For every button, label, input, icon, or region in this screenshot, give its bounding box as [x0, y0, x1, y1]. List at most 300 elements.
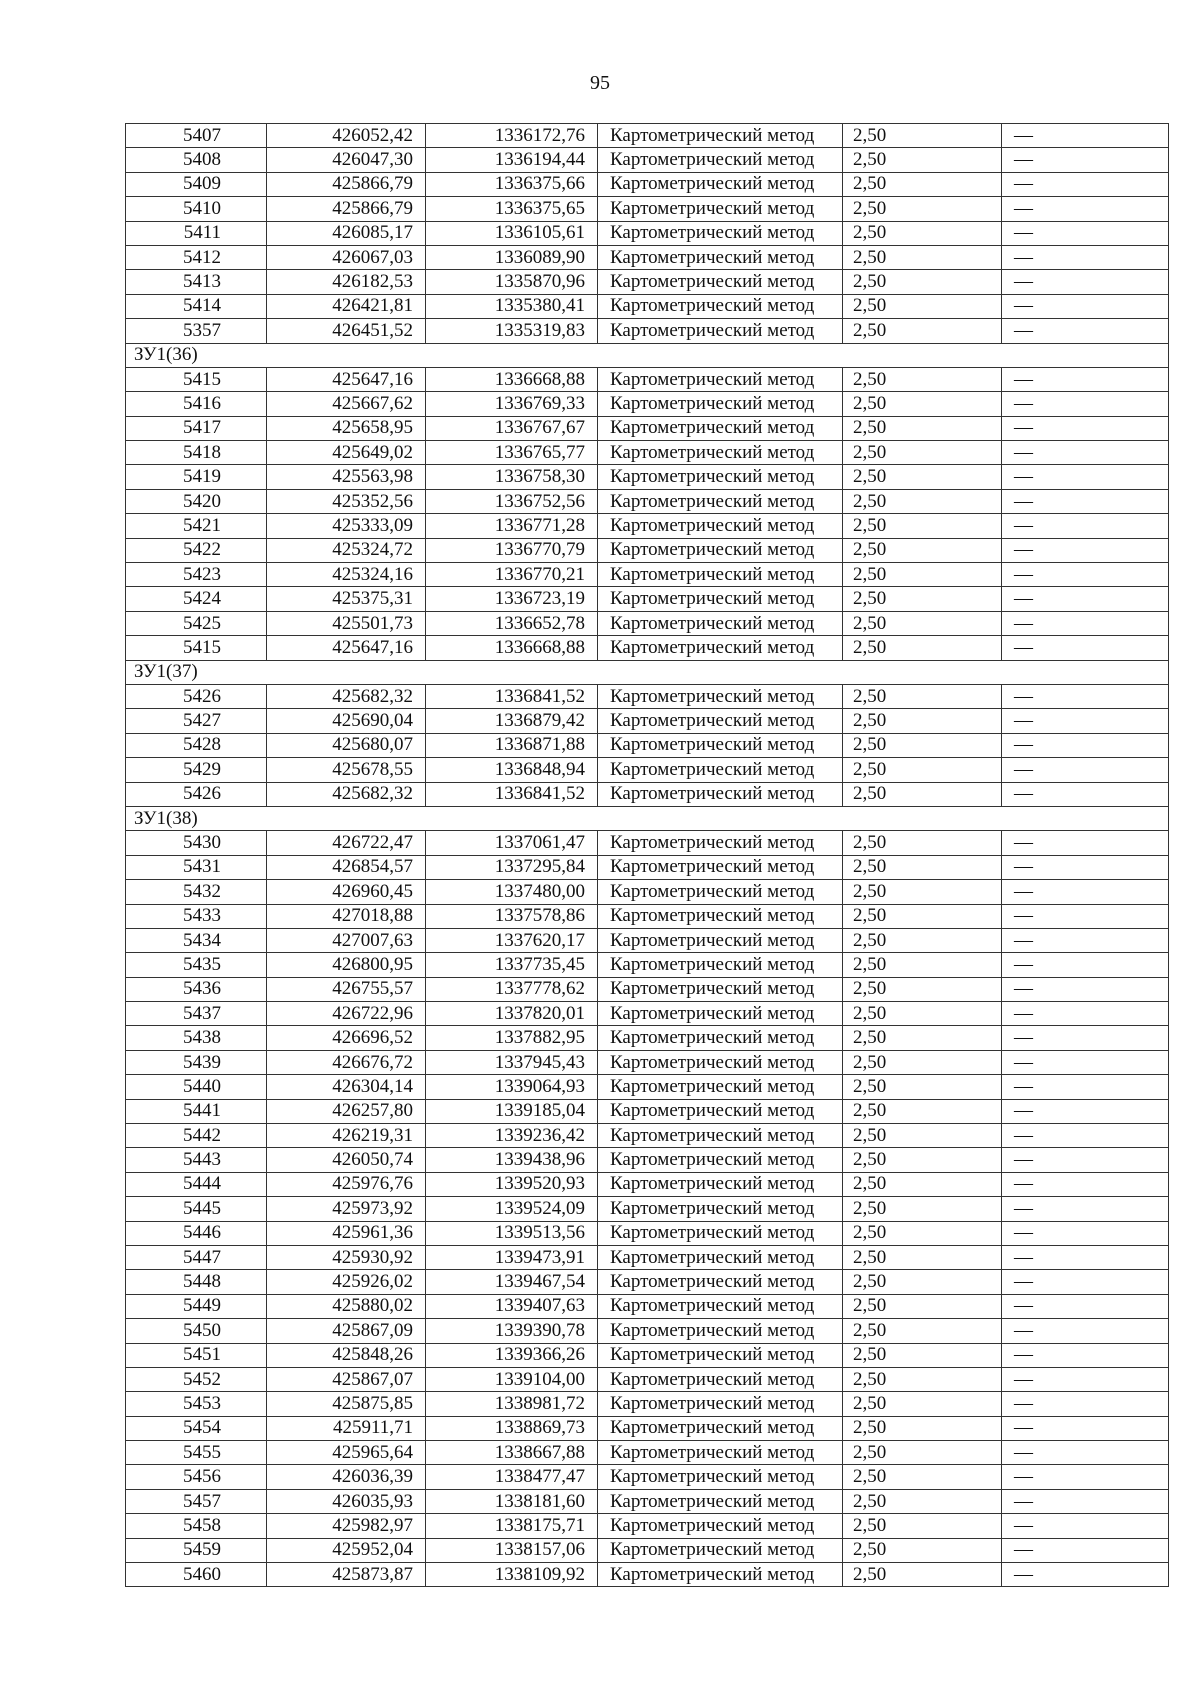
method-cell: Картометрический метод: [598, 172, 843, 196]
method-cell: Картометрический метод: [598, 1270, 843, 1294]
method-cell: Картометрический метод: [598, 1343, 843, 1367]
y-coordinate-cell: 1337620,17: [426, 928, 598, 952]
point-number-cell: 5457: [126, 1489, 267, 1513]
x-coordinate-cell: 425867,09: [267, 1319, 426, 1343]
accuracy-cell: 2,50: [843, 1270, 1002, 1294]
method-cell: Картометрический метод: [598, 904, 843, 928]
table-row: [126, 928, 1169, 952]
y-coordinate-cell: 1337295,84: [426, 855, 598, 879]
y-coordinate-cell: 1336769,33: [426, 392, 598, 416]
point-number-cell: 5455: [126, 1441, 267, 1465]
section-label: ЗУ1(36): [126, 343, 1169, 367]
section-label: ЗУ1(37): [126, 660, 1169, 684]
dash-cell: —: [1002, 587, 1169, 611]
point-number-cell: 5452: [126, 1367, 267, 1391]
point-number-cell: 5444: [126, 1172, 267, 1196]
y-coordinate-cell: 1338667,88: [426, 1441, 598, 1465]
accuracy-cell: 2,50: [843, 1124, 1002, 1148]
y-coordinate-cell: 1336668,88: [426, 636, 598, 660]
accuracy-cell: 2,50: [843, 514, 1002, 538]
y-coordinate-cell: 1336668,88: [426, 367, 598, 391]
table-row: [126, 855, 1169, 879]
point-number-cell: 5441: [126, 1099, 267, 1123]
y-coordinate-cell: 1338157,06: [426, 1538, 598, 1562]
y-coordinate-cell: 1339064,93: [426, 1075, 598, 1099]
coordinates-table-body: [126, 124, 1169, 1587]
point-number-cell: 5415: [126, 367, 267, 391]
point-number-cell: 5438: [126, 1026, 267, 1050]
dash-cell: —: [1002, 611, 1169, 635]
dash-cell: —: [1002, 904, 1169, 928]
accuracy-cell: 2,50: [843, 1392, 1002, 1416]
y-coordinate-cell: 1336172,76: [426, 124, 598, 148]
point-number-cell: 5450: [126, 1319, 267, 1343]
point-number-cell: 5420: [126, 489, 267, 513]
table-row: [126, 1148, 1169, 1172]
point-number-cell: 5410: [126, 197, 267, 221]
point-number-cell: 5422: [126, 538, 267, 562]
y-coordinate-cell: 1336771,28: [426, 514, 598, 538]
accuracy-cell: 2,50: [843, 148, 1002, 172]
method-cell: Картометрический метод: [598, 1148, 843, 1172]
dash-cell: —: [1002, 1197, 1169, 1221]
table-row: [126, 1221, 1169, 1245]
table-row: [126, 1367, 1169, 1391]
point-number-cell: 5425: [126, 611, 267, 635]
dash-cell: —: [1002, 441, 1169, 465]
method-cell: Картометрический метод: [598, 1319, 843, 1343]
section-row: [126, 806, 1169, 830]
dash-cell: —: [1002, 270, 1169, 294]
y-coordinate-cell: 1335380,41: [426, 294, 598, 318]
point-number-cell: 5412: [126, 245, 267, 269]
accuracy-cell: 2,50: [843, 1221, 1002, 1245]
table-row: [126, 441, 1169, 465]
accuracy-cell: 2,50: [843, 831, 1002, 855]
x-coordinate-cell: 425880,02: [267, 1294, 426, 1318]
x-coordinate-cell: 425982,97: [267, 1514, 426, 1538]
table-row: [126, 758, 1169, 782]
dash-cell: —: [1002, 1514, 1169, 1538]
table-row: [126, 733, 1169, 757]
accuracy-cell: 2,50: [843, 880, 1002, 904]
dash-cell: —: [1002, 733, 1169, 757]
x-coordinate-cell: 425658,95: [267, 416, 426, 440]
accuracy-cell: 2,50: [843, 1367, 1002, 1391]
dash-cell: —: [1002, 367, 1169, 391]
dash-cell: —: [1002, 831, 1169, 855]
point-number-cell: 5446: [126, 1221, 267, 1245]
x-coordinate-cell: 425680,07: [267, 733, 426, 757]
y-coordinate-cell: 1336767,67: [426, 416, 598, 440]
dash-cell: —: [1002, 1245, 1169, 1269]
x-coordinate-cell: 426047,30: [267, 148, 426, 172]
y-coordinate-cell: 1336752,56: [426, 489, 598, 513]
table-row: [126, 319, 1169, 343]
accuracy-cell: 2,50: [843, 367, 1002, 391]
method-cell: Картометрический метод: [598, 1221, 843, 1245]
accuracy-cell: 2,50: [843, 465, 1002, 489]
y-coordinate-cell: 1338181,60: [426, 1489, 598, 1513]
point-number-cell: 5458: [126, 1514, 267, 1538]
accuracy-cell: 2,50: [843, 1026, 1002, 1050]
x-coordinate-cell: 426722,47: [267, 831, 426, 855]
accuracy-cell: 2,50: [843, 172, 1002, 196]
x-coordinate-cell: 425867,07: [267, 1367, 426, 1391]
point-number-cell: 5449: [126, 1294, 267, 1318]
x-coordinate-cell: 426696,52: [267, 1026, 426, 1050]
table-row: [126, 514, 1169, 538]
x-coordinate-cell: 425682,32: [267, 684, 426, 708]
method-cell: Картометрический метод: [598, 1075, 843, 1099]
dash-cell: —: [1002, 855, 1169, 879]
dash-cell: —: [1002, 1489, 1169, 1513]
point-number-cell: 5413: [126, 270, 267, 294]
point-number-cell: 5415: [126, 636, 267, 660]
method-cell: Картометрический метод: [598, 1172, 843, 1196]
method-cell: Картометрический метод: [598, 441, 843, 465]
accuracy-cell: 2,50: [843, 1075, 1002, 1099]
x-coordinate-cell: 426036,39: [267, 1465, 426, 1489]
point-number-cell: 5427: [126, 709, 267, 733]
method-cell: Картометрический метод: [598, 1416, 843, 1440]
x-coordinate-cell: 426067,03: [267, 245, 426, 269]
x-coordinate-cell: 425911,71: [267, 1416, 426, 1440]
accuracy-cell: 2,50: [843, 1489, 1002, 1513]
y-coordinate-cell: 1336841,52: [426, 782, 598, 806]
x-coordinate-cell: 426219,31: [267, 1124, 426, 1148]
x-coordinate-cell: 425690,04: [267, 709, 426, 733]
point-number-cell: 5430: [126, 831, 267, 855]
y-coordinate-cell: 1336841,52: [426, 684, 598, 708]
method-cell: Картометрический метод: [598, 880, 843, 904]
method-cell: Картометрический метод: [598, 124, 843, 148]
x-coordinate-cell: 425501,73: [267, 611, 426, 635]
y-coordinate-cell: 1339524,09: [426, 1197, 598, 1221]
method-cell: Картометрический метод: [598, 367, 843, 391]
y-coordinate-cell: 1339104,00: [426, 1367, 598, 1391]
table-row: [126, 1416, 1169, 1440]
method-cell: Картометрический метод: [598, 538, 843, 562]
y-coordinate-cell: 1339513,56: [426, 1221, 598, 1245]
accuracy-cell: 2,50: [843, 1002, 1002, 1026]
y-coordinate-cell: 1338109,92: [426, 1563, 598, 1587]
dash-cell: —: [1002, 1416, 1169, 1440]
y-coordinate-cell: 1337945,43: [426, 1050, 598, 1074]
table-row: [126, 1294, 1169, 1318]
y-coordinate-cell: 1338477,47: [426, 1465, 598, 1489]
dash-cell: —: [1002, 977, 1169, 1001]
point-number-cell: 5429: [126, 758, 267, 782]
table-row: [126, 1563, 1169, 1587]
method-cell: Картометрический метод: [598, 611, 843, 635]
method-cell: Картометрический метод: [598, 489, 843, 513]
point-number-cell: 5419: [126, 465, 267, 489]
table-row: [126, 1245, 1169, 1269]
point-number-cell: 5445: [126, 1197, 267, 1221]
dash-cell: —: [1002, 245, 1169, 269]
method-cell: Картометрический метод: [598, 148, 843, 172]
dash-cell: —: [1002, 1172, 1169, 1196]
y-coordinate-cell: 1336194,44: [426, 148, 598, 172]
dash-cell: —: [1002, 416, 1169, 440]
section-row: [126, 343, 1169, 367]
accuracy-cell: 2,50: [843, 197, 1002, 221]
method-cell: Картометрический метод: [598, 587, 843, 611]
dash-cell: —: [1002, 124, 1169, 148]
x-coordinate-cell: 425682,32: [267, 782, 426, 806]
x-coordinate-cell: 425324,72: [267, 538, 426, 562]
dash-cell: —: [1002, 514, 1169, 538]
y-coordinate-cell: 1336375,66: [426, 172, 598, 196]
accuracy-cell: 2,50: [843, 782, 1002, 806]
method-cell: Картометрический метод: [598, 416, 843, 440]
dash-cell: —: [1002, 953, 1169, 977]
accuracy-cell: 2,50: [843, 1148, 1002, 1172]
y-coordinate-cell: 1336375,65: [426, 197, 598, 221]
x-coordinate-cell: 426854,57: [267, 855, 426, 879]
dash-cell: —: [1002, 636, 1169, 660]
point-number-cell: 5440: [126, 1075, 267, 1099]
dash-cell: —: [1002, 538, 1169, 562]
accuracy-cell: 2,50: [843, 1538, 1002, 1562]
x-coordinate-cell: 427007,63: [267, 928, 426, 952]
accuracy-cell: 2,50: [843, 1563, 1002, 1587]
point-number-cell: 5442: [126, 1124, 267, 1148]
method-cell: Картометрический метод: [598, 831, 843, 855]
y-coordinate-cell: 1335870,96: [426, 270, 598, 294]
table-row: [126, 1514, 1169, 1538]
y-coordinate-cell: 1339473,91: [426, 1245, 598, 1269]
x-coordinate-cell: 425647,16: [267, 367, 426, 391]
y-coordinate-cell: 1337061,47: [426, 831, 598, 855]
dash-cell: —: [1002, 1343, 1169, 1367]
method-cell: Картометрический метод: [598, 319, 843, 343]
x-coordinate-cell: 426451,52: [267, 319, 426, 343]
table-row: [126, 1392, 1169, 1416]
accuracy-cell: 2,50: [843, 1294, 1002, 1318]
point-number-cell: 5451: [126, 1343, 267, 1367]
method-cell: Картометрический метод: [598, 465, 843, 489]
accuracy-cell: 2,50: [843, 245, 1002, 269]
accuracy-cell: 2,50: [843, 953, 1002, 977]
accuracy-cell: 2,50: [843, 636, 1002, 660]
y-coordinate-cell: 1336770,21: [426, 563, 598, 587]
x-coordinate-cell: 425976,76: [267, 1172, 426, 1196]
table-row: [126, 1465, 1169, 1489]
x-coordinate-cell: 426182,53: [267, 270, 426, 294]
y-coordinate-cell: 1338175,71: [426, 1514, 598, 1538]
x-coordinate-cell: 425930,92: [267, 1245, 426, 1269]
point-number-cell: 5417: [126, 416, 267, 440]
accuracy-cell: 2,50: [843, 1172, 1002, 1196]
y-coordinate-cell: 1337778,62: [426, 977, 598, 1001]
dash-cell: —: [1002, 172, 1169, 196]
table-row: [126, 538, 1169, 562]
accuracy-cell: 2,50: [843, 1050, 1002, 1074]
dash-cell: —: [1002, 928, 1169, 952]
method-cell: Картометрический метод: [598, 1538, 843, 1562]
accuracy-cell: 2,50: [843, 733, 1002, 757]
y-coordinate-cell: 1339236,42: [426, 1124, 598, 1148]
dash-cell: —: [1002, 1002, 1169, 1026]
table-row: [126, 1002, 1169, 1026]
method-cell: Картометрический метод: [598, 270, 843, 294]
x-coordinate-cell: 426304,14: [267, 1075, 426, 1099]
point-number-cell: 5421: [126, 514, 267, 538]
method-cell: Картометрический метод: [598, 563, 843, 587]
method-cell: Картометрический метод: [598, 294, 843, 318]
point-number-cell: 5414: [126, 294, 267, 318]
dash-cell: —: [1002, 1367, 1169, 1391]
accuracy-cell: 2,50: [843, 294, 1002, 318]
x-coordinate-cell: 426676,72: [267, 1050, 426, 1074]
x-coordinate-cell: 426421,81: [267, 294, 426, 318]
table-row: [126, 1441, 1169, 1465]
dash-cell: —: [1002, 1124, 1169, 1148]
method-cell: Картометрический метод: [598, 733, 843, 757]
x-coordinate-cell: 425649,02: [267, 441, 426, 465]
dash-cell: —: [1002, 758, 1169, 782]
x-coordinate-cell: 425647,16: [267, 636, 426, 660]
y-coordinate-cell: 1339438,96: [426, 1148, 598, 1172]
table-row: [126, 270, 1169, 294]
dash-cell: —: [1002, 1319, 1169, 1343]
dash-cell: —: [1002, 563, 1169, 587]
accuracy-cell: 2,50: [843, 855, 1002, 879]
point-number-cell: 5407: [126, 124, 267, 148]
dash-cell: —: [1002, 782, 1169, 806]
y-coordinate-cell: 1339520,93: [426, 1172, 598, 1196]
point-number-cell: 5428: [126, 733, 267, 757]
x-coordinate-cell: 425375,31: [267, 587, 426, 611]
dash-cell: —: [1002, 197, 1169, 221]
x-coordinate-cell: 426960,45: [267, 880, 426, 904]
table-row: [126, 563, 1169, 587]
method-cell: Картометрический метод: [598, 709, 843, 733]
table-row: [126, 1197, 1169, 1221]
table-row: [126, 294, 1169, 318]
method-cell: Картометрический метод: [598, 977, 843, 1001]
method-cell: Картометрический метод: [598, 1563, 843, 1587]
table-row: [126, 611, 1169, 635]
accuracy-cell: 2,50: [843, 977, 1002, 1001]
dash-cell: —: [1002, 1026, 1169, 1050]
dash-cell: —: [1002, 1563, 1169, 1587]
dash-cell: —: [1002, 1270, 1169, 1294]
table-row: [126, 148, 1169, 172]
y-coordinate-cell: 1337578,86: [426, 904, 598, 928]
table-row: [126, 124, 1169, 148]
dash-cell: —: [1002, 221, 1169, 245]
x-coordinate-cell: 425848,26: [267, 1343, 426, 1367]
table-row: [126, 1172, 1169, 1196]
accuracy-cell: 2,50: [843, 758, 1002, 782]
x-coordinate-cell: 426085,17: [267, 221, 426, 245]
x-coordinate-cell: 425875,85: [267, 1392, 426, 1416]
dash-cell: —: [1002, 1075, 1169, 1099]
method-cell: Картометрический метод: [598, 953, 843, 977]
accuracy-cell: 2,50: [843, 587, 1002, 611]
accuracy-cell: 2,50: [843, 1099, 1002, 1123]
dash-cell: —: [1002, 319, 1169, 343]
x-coordinate-cell: 426755,57: [267, 977, 426, 1001]
accuracy-cell: 2,50: [843, 928, 1002, 952]
x-coordinate-cell: 426050,74: [267, 1148, 426, 1172]
table-row: [126, 904, 1169, 928]
method-cell: Картометрический метод: [598, 1002, 843, 1026]
table-row: [126, 709, 1169, 733]
method-cell: Картометрический метод: [598, 1050, 843, 1074]
dash-cell: —: [1002, 1050, 1169, 1074]
method-cell: Картометрический метод: [598, 1124, 843, 1148]
method-cell: Картометрический метод: [598, 636, 843, 660]
x-coordinate-cell: 426800,95: [267, 953, 426, 977]
accuracy-cell: 2,50: [843, 563, 1002, 587]
dash-cell: —: [1002, 1465, 1169, 1489]
accuracy-cell: 2,50: [843, 1514, 1002, 1538]
y-coordinate-cell: 1335319,83: [426, 319, 598, 343]
method-cell: Картометрический метод: [598, 782, 843, 806]
accuracy-cell: 2,50: [843, 221, 1002, 245]
section-label: ЗУ1(38): [126, 806, 1169, 830]
accuracy-cell: 2,50: [843, 904, 1002, 928]
y-coordinate-cell: 1336879,42: [426, 709, 598, 733]
method-cell: Картометрический метод: [598, 1441, 843, 1465]
method-cell: Картометрический метод: [598, 245, 843, 269]
accuracy-cell: 2,50: [843, 1416, 1002, 1440]
point-number-cell: 5459: [126, 1538, 267, 1562]
method-cell: Картометрический метод: [598, 1514, 843, 1538]
y-coordinate-cell: 1338981,72: [426, 1392, 598, 1416]
y-coordinate-cell: 1336765,77: [426, 441, 598, 465]
table-row: [126, 587, 1169, 611]
dash-cell: —: [1002, 465, 1169, 489]
y-coordinate-cell: 1336105,61: [426, 221, 598, 245]
table-row: [126, 977, 1169, 1001]
x-coordinate-cell: 425324,16: [267, 563, 426, 587]
point-number-cell: 5426: [126, 782, 267, 806]
method-cell: Картометрический метод: [598, 758, 843, 782]
method-cell: Картометрический метод: [598, 1392, 843, 1416]
table-row: [126, 636, 1169, 660]
method-cell: Картометрический метод: [598, 1197, 843, 1221]
dash-cell: —: [1002, 1099, 1169, 1123]
accuracy-cell: 2,50: [843, 1441, 1002, 1465]
table-row: [126, 465, 1169, 489]
table-row: [126, 1050, 1169, 1074]
dash-cell: —: [1002, 1148, 1169, 1172]
table-row: [126, 782, 1169, 806]
accuracy-cell: 2,50: [843, 124, 1002, 148]
accuracy-cell: 2,50: [843, 1197, 1002, 1221]
y-coordinate-cell: 1337480,00: [426, 880, 598, 904]
dash-cell: —: [1002, 1221, 1169, 1245]
accuracy-cell: 2,50: [843, 1343, 1002, 1367]
y-coordinate-cell: 1339407,63: [426, 1294, 598, 1318]
method-cell: Картометрический метод: [598, 684, 843, 708]
x-coordinate-cell: 426722,96: [267, 1002, 426, 1026]
method-cell: Картометрический метод: [598, 1367, 843, 1391]
x-coordinate-cell: 425873,87: [267, 1563, 426, 1587]
accuracy-cell: 2,50: [843, 1245, 1002, 1269]
dash-cell: —: [1002, 709, 1169, 733]
point-number-cell: 5408: [126, 148, 267, 172]
point-number-cell: 5453: [126, 1392, 267, 1416]
dash-cell: —: [1002, 684, 1169, 708]
y-coordinate-cell: 1339467,54: [426, 1270, 598, 1294]
dash-cell: —: [1002, 1441, 1169, 1465]
